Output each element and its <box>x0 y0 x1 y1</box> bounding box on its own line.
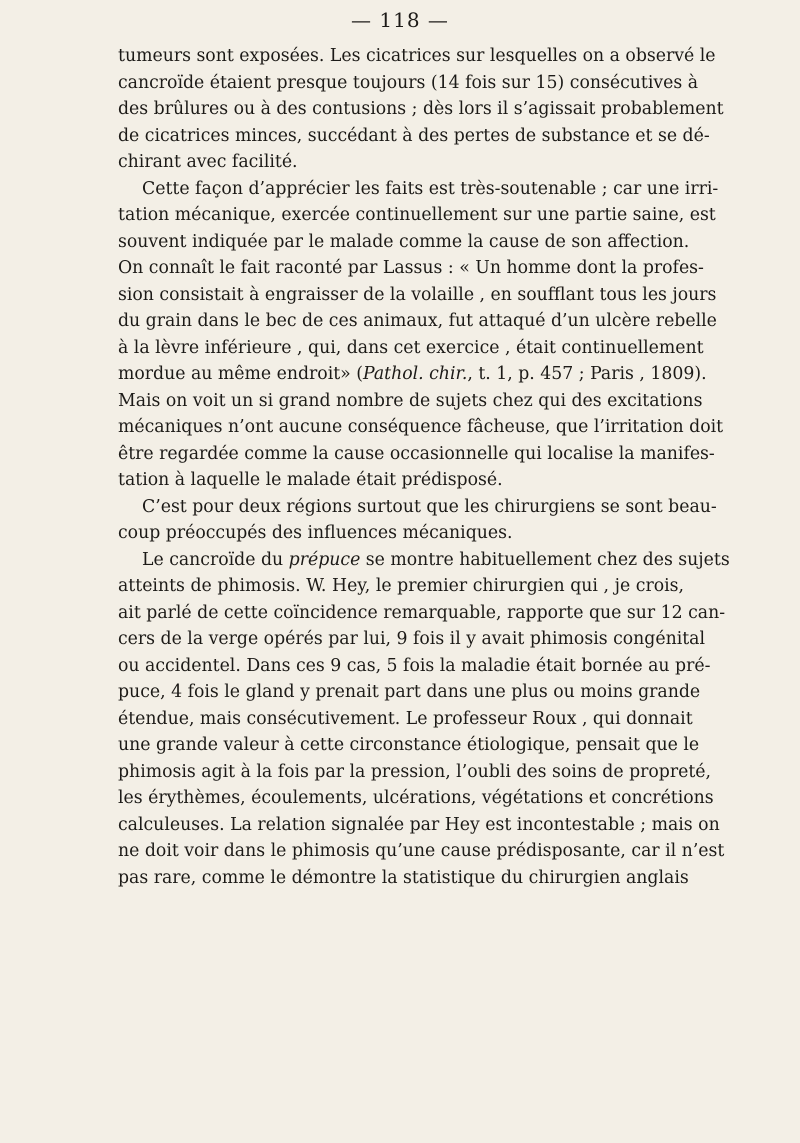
text-line: pas rare, comme le démontre la statistique du chirurgien anglais <box>118 867 689 888</box>
italic-citation: prépuce <box>288 549 361 570</box>
text-line: sion consistait à engraisser de la volaille , en soufflant tous les jours <box>118 284 717 305</box>
text-line: chirant avec facilité. <box>118 152 298 172</box>
text-line: mordue au même endroit» (Pathol. chir., t. 1, p. 457 ; Paris , 1809). <box>118 364 707 384</box>
text-line: mécaniques n’ont aucune conséquence fâcheuse, que l’irritation doit <box>118 417 724 437</box>
text-line: tumeurs sont exposées. Les cicatrices sur lesquelles on a observé le <box>118 46 716 66</box>
text-line: phimosis agit à la fois par la pression, l’oubli des soins de propreté, <box>118 761 712 782</box>
body-text <box>118 43 730 891</box>
text-line: les érythèmes, écoulements, ulcérations, végétations et concrétions <box>118 788 714 808</box>
text-line: à la lèvre inférieure , qui, dans cet exercice , était continuellement <box>118 337 704 358</box>
text-line: Cette façon d’apprécier les faits est très-soutenable ; car une irri- <box>142 178 719 199</box>
text-line: souvent indiquée par le malade comme la cause de son affection. <box>118 231 690 252</box>
text-line: On connaît le fait raconté par Lassus : « Un homme dont la profes- <box>118 258 704 278</box>
text-line: cers de la verge opérés par lui, 9 fois il y avait phimosis congénital <box>118 629 706 649</box>
text-line: des brûlures ou à des contusions ; dès lors il s’agissait probablement <box>118 99 724 119</box>
text-line: atteints de phimosis. W. Hey, le premier chirurgien qui , je crois, <box>118 576 684 596</box>
text-line: C’est pour deux régions surtout que les chirurgiens se sont beau- <box>142 496 717 517</box>
page-number: — 118 — <box>351 8 449 32</box>
text-line: puce, 4 fois le gland y prenait part dans une plus ou moins grande <box>118 682 701 702</box>
text-line: ne doit voir dans le phimosis qu’une cause prédisposante, car il n’est <box>118 841 725 861</box>
text-line: calculeuses. La relation signalée par Hey est incontestable ; mais on <box>118 814 720 835</box>
text-line: tation à laquelle le malade était prédisposé. <box>118 470 503 490</box>
text-line: une grande valeur à cette circonstance étiologique, pensait que le <box>118 735 700 755</box>
text-line: cancroïde étaient presque toujours (14 fois sur 15) consécutives à <box>118 72 699 93</box>
text-line: ou accidentel. Dans ces 9 cas, 5 fois la maladie était bornée au pré- <box>118 655 711 676</box>
text-line: du grain dans le bec de ces animaux, fut attaqué d’un ulcère rebelle <box>118 311 717 331</box>
text-line: coup préoccupés des influences mécaniques. <box>118 523 513 543</box>
text-line: tation mécanique, exercée continuellement sur une partie saine, est <box>118 205 716 225</box>
text-line: étendue, mais consécutivement. Le professeur Roux , qui donnait <box>118 708 693 729</box>
text-line: de cicatrices minces, succédant à des pertes de substance et se dé- <box>118 125 710 146</box>
text-line: Mais on voit un si grand nombre de sujets chez qui des excitations <box>118 390 703 411</box>
italic-citation: Pathol. chir. <box>362 364 468 384</box>
text-line: ait parlé de cette coïncidence remarquable, rapporte que sur 12 can- <box>118 602 726 623</box>
text-line: être regardée comme la cause occasionnelle qui localise la manifes- <box>118 443 715 464</box>
text-line: Le cancroïde du prépuce se montre habituellement chez des sujets <box>142 549 730 570</box>
